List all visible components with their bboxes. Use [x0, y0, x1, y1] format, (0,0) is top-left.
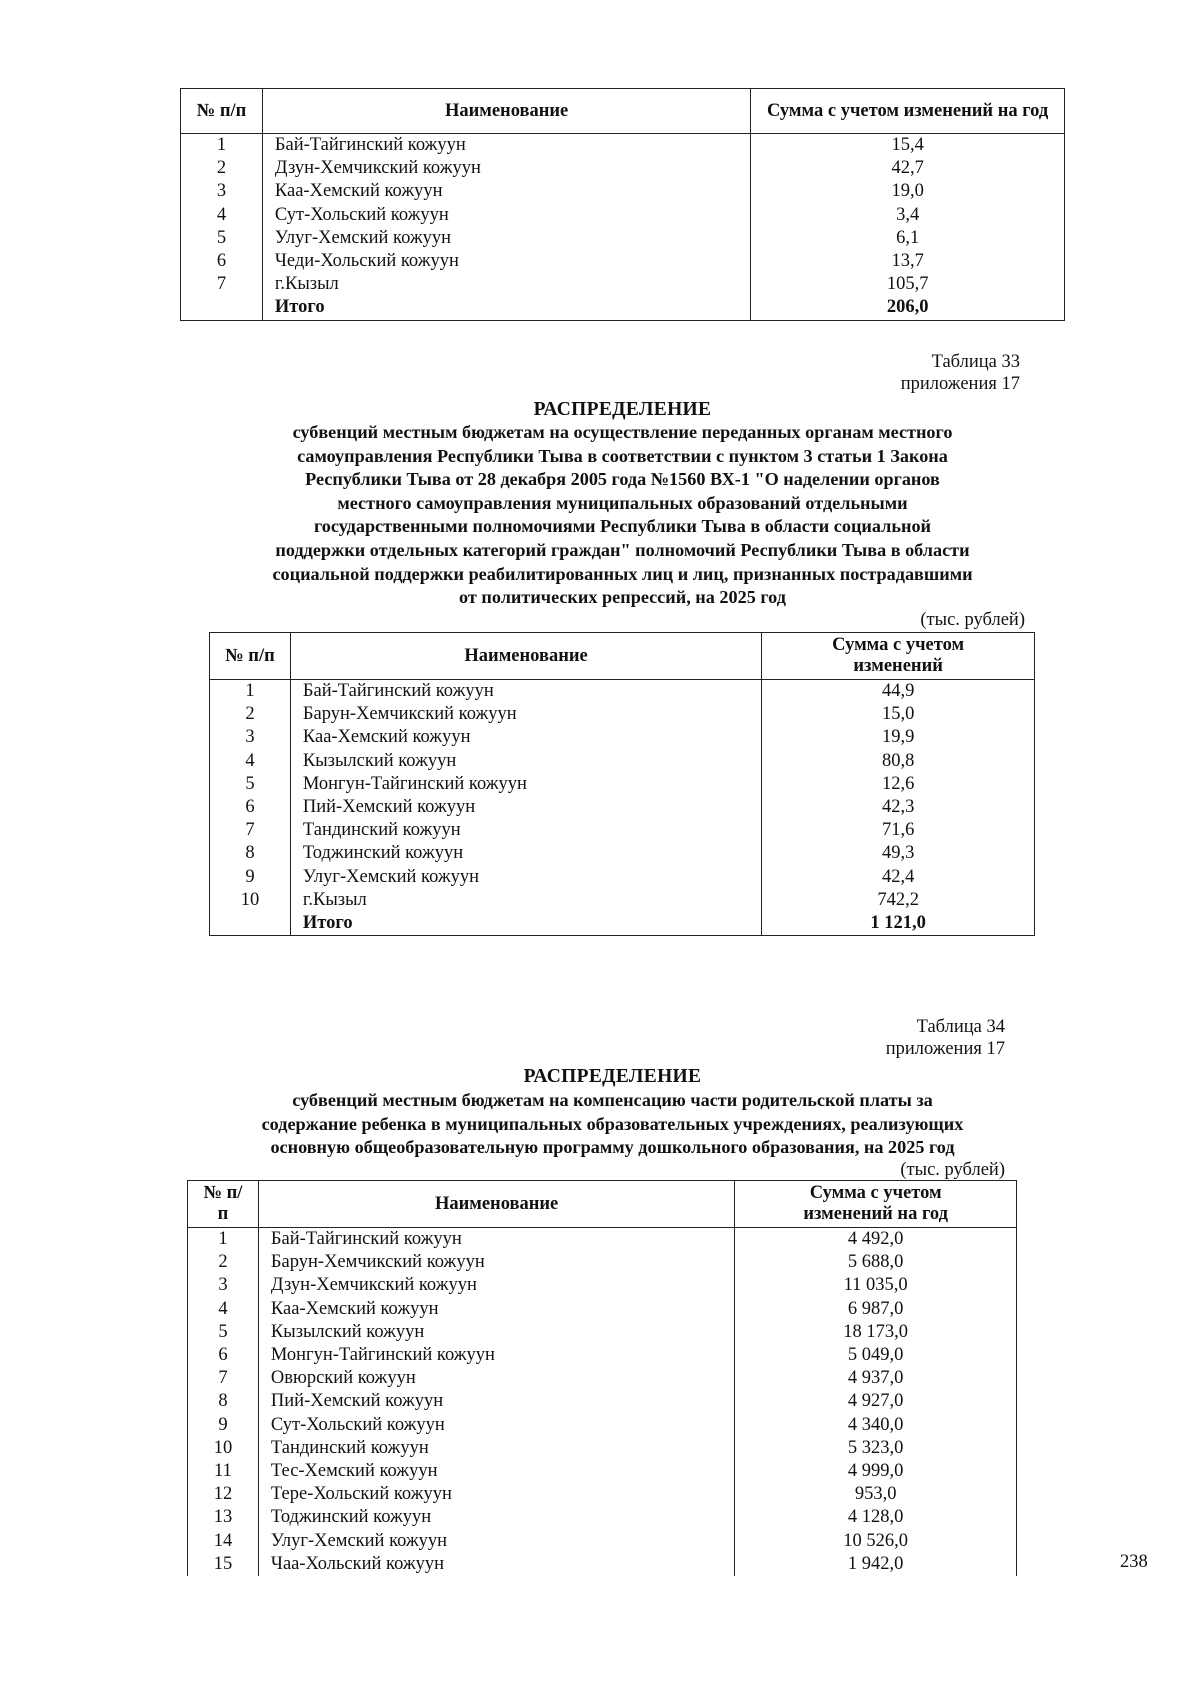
row-number: 9 — [210, 866, 291, 889]
row-sum: 71,6 — [762, 819, 1035, 842]
table-row — [188, 1414, 1017, 1437]
table34-units: (тыс. рублей) — [900, 1160, 1005, 1180]
row-number: 3 — [181, 180, 263, 203]
row-name: Тере-Хольский кожуун — [258, 1483, 734, 1506]
row-name: Сут-Хольский кожуун — [258, 1414, 734, 1437]
row-sum: 4 340,0 — [735, 1414, 1017, 1437]
table-row — [210, 819, 1035, 842]
table-row — [181, 250, 1065, 273]
row-name: Тес-Хемский кожуун — [258, 1460, 734, 1483]
col-header-sum: Сумма с учетом изменений — [762, 633, 1035, 680]
row-name: Дзун-Хемчикский кожуун — [262, 157, 750, 180]
row-number: 1 — [210, 680, 291, 704]
subtitle-line: поддержки отдельных категорий граждан" полномочий Республики Тыва в области — [275, 539, 970, 560]
subtitle-line: социальной поддержки реабилитированных лиц и лиц, признанных пострадавшими — [272, 563, 973, 584]
col-header-name: Наименование — [262, 89, 750, 134]
total-label: Итого — [290, 912, 761, 936]
row-sum: 5 323,0 — [735, 1437, 1017, 1460]
row-number: 14 — [188, 1530, 259, 1553]
row-sum: 18 173,0 — [735, 1321, 1017, 1344]
subtitle-line: самоуправления Республики Тыва в соответствии с пунктом 3 статьи 1 Закона — [297, 445, 948, 466]
row-name: Бай-Тайгинский кожуун — [290, 680, 761, 704]
row-sum: 12,6 — [762, 773, 1035, 796]
table-row — [188, 1298, 1017, 1321]
row-sum: 1 942,0 — [735, 1553, 1017, 1576]
row-name: Бай-Тайгинский кожуун — [258, 1228, 734, 1252]
row-name: Тоджинский кожуун — [290, 842, 761, 865]
row-sum: 80,8 — [762, 750, 1035, 773]
row-sum: 42,4 — [762, 866, 1035, 889]
subtitle-line: местного самоуправления муниципальных образований отдельными — [337, 492, 908, 513]
row-number: 8 — [188, 1390, 259, 1413]
row-name: Улуг-Хемский кожуун — [290, 866, 761, 889]
table34 — [187, 1180, 1017, 1576]
row-number: 4 — [210, 750, 291, 773]
caption-line: приложения 17 — [885, 1039, 1005, 1059]
row-name: Кызылский кожуун — [290, 750, 761, 773]
subtitle-line: государственными полномочиями Республики Тыва в области социальной — [313, 516, 932, 537]
total-row — [210, 912, 1035, 936]
col-header-name: Наименование — [290, 633, 761, 680]
table-row — [210, 703, 1035, 726]
table-row — [188, 1344, 1017, 1367]
row-sum: 19,9 — [762, 726, 1035, 749]
row-sum: 4 927,0 — [735, 1390, 1017, 1413]
row-sum: 15,4 — [751, 134, 1065, 158]
row-number: 2 — [210, 703, 291, 726]
table-row — [188, 1367, 1017, 1390]
table-row — [210, 889, 1035, 912]
row-sum: 742,2 — [762, 889, 1035, 912]
table-row — [188, 1553, 1017, 1576]
subtitle-line: содержание ребенка в муниципальных образовательных учреждениях, реализующих — [261, 1113, 964, 1134]
row-number: 12 — [188, 1483, 259, 1506]
table-row — [188, 1506, 1017, 1529]
row-number: 10 — [210, 889, 291, 912]
table-top — [180, 88, 1065, 321]
caption-line: Таблица 34 — [916, 1017, 1005, 1037]
col-header-num: № п/п — [181, 89, 263, 134]
row-sum: 4 999,0 — [735, 1460, 1017, 1483]
col-header-sum: Сумма с учетом изменений на год — [751, 89, 1065, 134]
row-sum: 10 526,0 — [735, 1530, 1017, 1553]
row-name: Дзун-Хемчикский кожуун — [258, 1274, 734, 1297]
row-sum: 15,0 — [762, 703, 1035, 726]
row-sum: 6 987,0 — [735, 1298, 1017, 1321]
row-name: Кызылский кожуун — [258, 1321, 734, 1344]
row-number: 1 — [188, 1228, 259, 1252]
col-header-num: № п/п — [188, 1181, 259, 1228]
row-sum: 4 128,0 — [735, 1506, 1017, 1529]
table-row — [210, 726, 1035, 749]
page-number: 238 — [1120, 1552, 1148, 1572]
row-number: 15 — [188, 1553, 259, 1576]
table-row — [181, 157, 1065, 180]
row-name: Монгун-Тайгинский кожуун — [258, 1344, 734, 1367]
row-sum: 4 937,0 — [735, 1367, 1017, 1390]
row-number: 6 — [188, 1344, 259, 1367]
col-header-num: № п/п — [210, 633, 291, 680]
table-row — [181, 134, 1065, 158]
row-name: Бай-Тайгинский кожуун — [262, 134, 750, 158]
row-sum: 11 035,0 — [735, 1274, 1017, 1297]
row-number: 1 — [181, 134, 263, 158]
row-number: 5 — [181, 227, 263, 250]
total-row — [181, 296, 1065, 320]
table-row — [188, 1483, 1017, 1506]
total-label: Итого — [262, 296, 750, 320]
caption-line: приложения 17 — [900, 374, 1020, 394]
total-sum: 1 121,0 — [762, 912, 1035, 936]
total-sum: 206,0 — [751, 296, 1065, 320]
table-row — [188, 1274, 1017, 1297]
subtitle-line: субвенций местным бюджетам на компенсацию части родительской платы за — [292, 1090, 933, 1110]
row-number: 8 — [210, 842, 291, 865]
table-row — [210, 796, 1035, 819]
table33-title: РАСПРЕДЕЛЕНИЕ — [533, 399, 712, 420]
row-number: 5 — [210, 773, 291, 796]
row-number: 4 — [188, 1298, 259, 1321]
row-number: 5 — [188, 1321, 259, 1344]
row-sum: 42,7 — [751, 157, 1065, 180]
row-sum: 4 492,0 — [735, 1228, 1017, 1252]
row-name: Каа-Хемский кожуун — [290, 726, 761, 749]
table-row — [210, 680, 1035, 704]
table33-caption — [700, 351, 1020, 395]
row-sum: 44,9 — [762, 680, 1035, 704]
row-name: Тандинский кожуун — [258, 1437, 734, 1460]
row-number: 4 — [181, 204, 263, 227]
row-sum: 953,0 — [735, 1483, 1017, 1506]
table-row — [188, 1228, 1017, 1252]
table33 — [209, 632, 1035, 936]
table-row — [188, 1530, 1017, 1553]
caption-line: Таблица 33 — [931, 352, 1020, 372]
table-row — [210, 750, 1035, 773]
row-number: 13 — [188, 1506, 259, 1529]
subtitle-line: от политических репрессий, на 2025 год — [459, 587, 786, 608]
row-name: Овюрский кожуун — [258, 1367, 734, 1390]
row-sum: 105,7 — [751, 273, 1065, 296]
table-header-row — [188, 1181, 1017, 1228]
row-name: Барун-Хемчикский кожуун — [290, 703, 761, 726]
row-name: Чаа-Хольский кожуун — [258, 1553, 734, 1576]
row-name: Пий-Хемский кожуун — [290, 796, 761, 819]
col-header-sum: Сумма с учетом изменений на год — [735, 1181, 1017, 1228]
row-name: г.Кызыл — [290, 889, 761, 912]
row-number: 2 — [181, 157, 263, 180]
table-row — [188, 1251, 1017, 1274]
table34-title: РАСПРЕДЕЛЕНИЕ — [523, 1066, 702, 1087]
row-number: 2 — [188, 1251, 259, 1274]
row-number: 7 — [188, 1367, 259, 1390]
row-name: Тоджинский кожуун — [258, 1506, 734, 1529]
table-header-row — [181, 89, 1065, 134]
table-header-row — [210, 633, 1035, 680]
table34-subtitle — [180, 1089, 1045, 1160]
row-name: Каа-Хемский кожуун — [258, 1298, 734, 1321]
row-name: Монгун-Тайгинский кожуун — [290, 773, 761, 796]
row-name: Улуг-Хемский кожуун — [262, 227, 750, 250]
table-row — [188, 1390, 1017, 1413]
row-name: Чеди-Хольский кожуун — [262, 250, 750, 273]
table34-caption — [690, 1016, 1005, 1060]
row-sum: 5 688,0 — [735, 1251, 1017, 1274]
row-number: 9 — [188, 1414, 259, 1437]
row-name: Пий-Хемский кожуун — [258, 1390, 734, 1413]
row-sum: 6,1 — [751, 227, 1065, 250]
subtitle-line: основную общеобразовательную программу дошкольного образования, на 2025 год — [270, 1137, 955, 1158]
table-row — [188, 1321, 1017, 1344]
row-sum: 19,0 — [751, 180, 1065, 203]
row-number: 7 — [181, 273, 263, 296]
row-sum: 3,4 — [751, 204, 1065, 227]
row-name: Барун-Хемчикский кожуун — [258, 1251, 734, 1274]
table33-units: (тыс. рублей) — [920, 610, 1025, 630]
row-name: Сут-Хольский кожуун — [262, 204, 750, 227]
row-name: Каа-Хемский кожуун — [262, 180, 750, 203]
row-number: 11 — [188, 1460, 259, 1483]
table-row — [210, 842, 1035, 865]
table-row — [181, 273, 1065, 296]
row-sum: 13,7 — [751, 250, 1065, 273]
table33-subtitle — [180, 421, 1065, 610]
table-row — [181, 227, 1065, 250]
row-sum: 49,3 — [762, 842, 1035, 865]
table-row — [188, 1460, 1017, 1483]
subtitle-line: субвенций местным бюджетам на осуществление переданных органам местного — [292, 422, 953, 442]
row-name: Улуг-Хемский кожуун — [258, 1530, 734, 1553]
row-name: г.Кызыл — [262, 273, 750, 296]
row-number: 10 — [188, 1437, 259, 1460]
row-number: 6 — [210, 796, 291, 819]
subtitle-line: Республики Тыва от 28 декабря 2005 года №1560 ВХ-1 "О наделении органов — [305, 469, 940, 490]
row-number: 6 — [181, 250, 263, 273]
row-number: 3 — [210, 726, 291, 749]
table-row — [210, 773, 1035, 796]
row-number: 7 — [210, 819, 291, 842]
row-name: Тандинский кожуун — [290, 819, 761, 842]
table-row — [181, 180, 1065, 203]
table-row — [181, 204, 1065, 227]
table-row — [188, 1437, 1017, 1460]
table-row — [210, 866, 1035, 889]
row-sum: 5 049,0 — [735, 1344, 1017, 1367]
row-sum: 42,3 — [762, 796, 1035, 819]
row-number: 3 — [188, 1274, 259, 1297]
col-header-name: Наименование — [258, 1181, 734, 1228]
